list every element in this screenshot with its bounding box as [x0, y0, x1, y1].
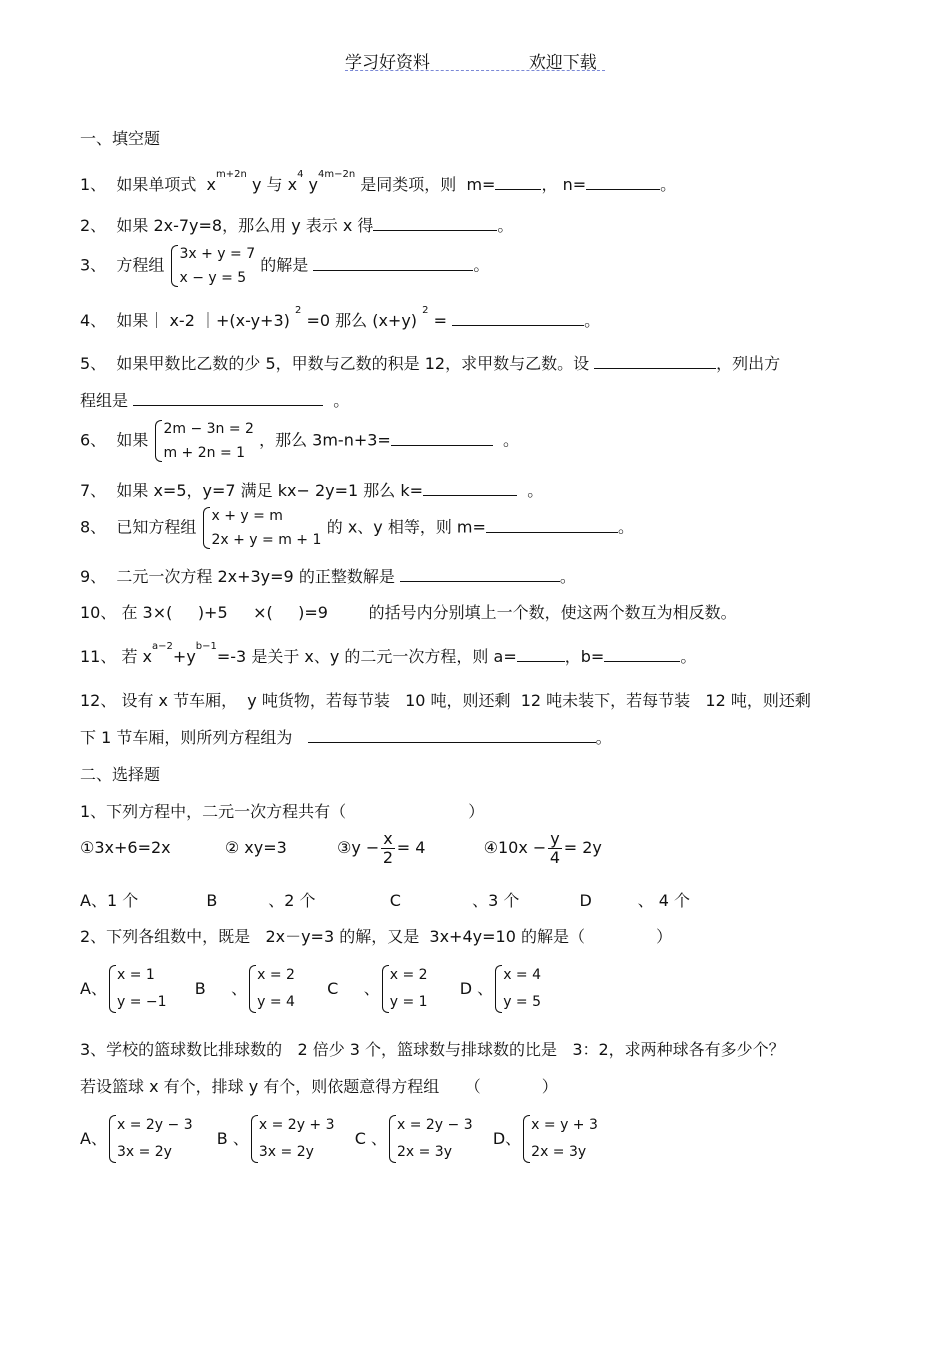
choice-question-3-cont: 若设篮球 x 有个，排球 y 有个，则依题意得方程组 （ ） — [80, 1077, 558, 1096]
answer-blank[interactable] — [495, 173, 541, 190]
equation-system: x = 2 y = 4 — [247, 962, 295, 1016]
answer-blank[interactable] — [313, 254, 473, 271]
answer-blank[interactable] — [391, 429, 493, 446]
answer-blank[interactable] — [604, 645, 680, 662]
equation-system: x = 2 y = 1 — [380, 962, 428, 1016]
question-12: 12、 设有 x 节车厢， y 吨货物，若每节装 10 吨，则还剩 12 吨未装下，若每节装 12 吨，则还剩 — [80, 691, 811, 710]
answer-blank[interactable] — [594, 352, 716, 369]
choice-3-options — [80, 1112, 598, 1166]
equation-system: x = 2y − 3 2x = 3y — [387, 1112, 473, 1166]
equation-system: x = 2y − 3 3x = 2y — [107, 1112, 193, 1166]
choice-a[interactable]: A、 x = 2y − 3 3x = 2y — [80, 1129, 193, 1148]
question-3: 3、 方程组 3x + y = 7 x − y = 5 的解是 。 — [80, 242, 489, 290]
section-title-choice: 二、选择题 — [80, 765, 161, 784]
equation-system: 2m − 3n = 2 m + 2n = 1 — [153, 417, 254, 465]
header-left: 学习好资料 — [345, 53, 430, 73]
choice-b[interactable]: B 、2 个 — [206, 891, 316, 910]
fraction: $\frac{y}{4}$ — [549, 829, 561, 867]
answer-blank[interactable] — [486, 516, 618, 533]
answer-blank[interactable] — [423, 479, 517, 496]
choice-question-2: 2、下列各组数中，既是 2x－y=3 的解，又是 3x+4y=10 的解是（ ） — [80, 927, 673, 946]
choice-a[interactable]: A、 x = 1 y = −1 — [80, 979, 167, 998]
equation-system: x = 2y + 3 3x = 2y — [249, 1112, 335, 1166]
question-6: 6、 如果 2m − 3n = 2 m + 2n = 1 ，那么 3m-n+3= 。 — [80, 417, 519, 465]
choice-1-options: ①3x+6=2x ② xy=3 ③y − $\frac{x}{2}$ = 4 ④10x − $\frac{y}{4}$ = 2y — [80, 829, 602, 867]
question-7: 7、 如果 x=5，y=7 满足 kx− 2y=1 那么 k= 。 — [80, 481, 544, 500]
header-right: 欢迎下载 — [528, 53, 597, 73]
choice-a[interactable]: A、1 个 — [80, 891, 139, 910]
question-10: 10、 在 3×( )+5 ×( )=9 的括号内分别填上一个数，使这两个数互为相反数。 — [80, 603, 737, 622]
fraction: $\frac{x}{2}$ — [382, 829, 394, 867]
question-12-cont: 下 1 节车厢，则所列方程组为 。 — [80, 728, 612, 747]
choice-b[interactable]: B 、 x = 2 y = 4 — [195, 979, 295, 998]
question-5: 5、 如果甲数比乙数的少 5，甲数与乙数的积是 12，求甲数与乙数。设 ，列出方 — [80, 354, 781, 373]
answer-blank[interactable] — [133, 389, 323, 406]
answer-blank[interactable] — [308, 726, 596, 743]
choice-1-answers — [80, 888, 690, 911]
choice-c[interactable]: C 、 x = 2y − 3 2x = 3y — [355, 1129, 473, 1148]
choice-2-options — [80, 962, 541, 1016]
answer-blank[interactable] — [373, 214, 497, 231]
choice-d[interactable]: D 、 4 个 — [579, 891, 690, 910]
answer-blank[interactable] — [517, 645, 565, 662]
choice-b[interactable]: B 、 x = 2y + 3 3x = 2y — [217, 1129, 335, 1148]
question-9: 9、 二元一次方程 2x+3y=9 的正整数解是 。 — [80, 567, 576, 586]
equation-system: x = 1 y = −1 — [107, 962, 167, 1016]
choice-d[interactable]: D、 x = y + 3 2x = 3y — [493, 1129, 598, 1148]
choice-d[interactable]: D 、 x = 4 y = 5 — [460, 979, 541, 998]
question-8: 8、 已知方程组 x + y = m 2x + y = m + 1 的 x、y 相等，则 m= 。 — [80, 504, 634, 552]
question-4: 4、 如果｜ x-2 ｜+(x-y+3) $^2$ =0 那么 (x+y) $^2$ = 。 — [80, 305, 601, 330]
answer-blank[interactable] — [452, 309, 584, 326]
header-underline — [345, 70, 605, 71]
answer-blank[interactable] — [586, 173, 660, 190]
equation-system: x = y + 3 2x = 3y — [521, 1112, 598, 1166]
choice-c[interactable]: C 、 x = 2 y = 1 — [327, 979, 427, 998]
choice-c[interactable]: C 、3 个 — [389, 891, 520, 910]
section-title-fill: 一、填空题 — [80, 129, 161, 148]
question-1: 1、 如果单项式 $x^{m+2n}$ y 与 $x^4$ $y^{4m-2n}$ 是同类项，则 m= ， n= 。 — [80, 169, 677, 194]
question-5-cont: 程组是 。 — [80, 391, 350, 410]
equation-system: 3x + y = 7 x − y = 5 — [169, 242, 255, 290]
equation-system: x = 4 y = 5 — [493, 962, 541, 1016]
choice-question-3: 3、学校的篮球数比排球数的 2 倍少 3 个，篮球数与排球数的比是 3：2，求两种球各有多少个？ — [80, 1040, 785, 1059]
question-2: 2、 如果 2x-7y=8，那么用 y 表示 x 得 。 — [80, 216, 514, 235]
question-11: 11、 若 $x^{a-2}+y^{b-1}=-3$ 是关于 x、y 的二元一次方程，则 a= ，b= 。 — [80, 641, 697, 666]
choice-question-1: 1、下列方程中，二元一次方程共有（ ） — [80, 802, 485, 821]
answer-blank[interactable] — [400, 565, 560, 582]
equation-system: x + y = m 2x + y = m + 1 — [201, 504, 311, 552]
